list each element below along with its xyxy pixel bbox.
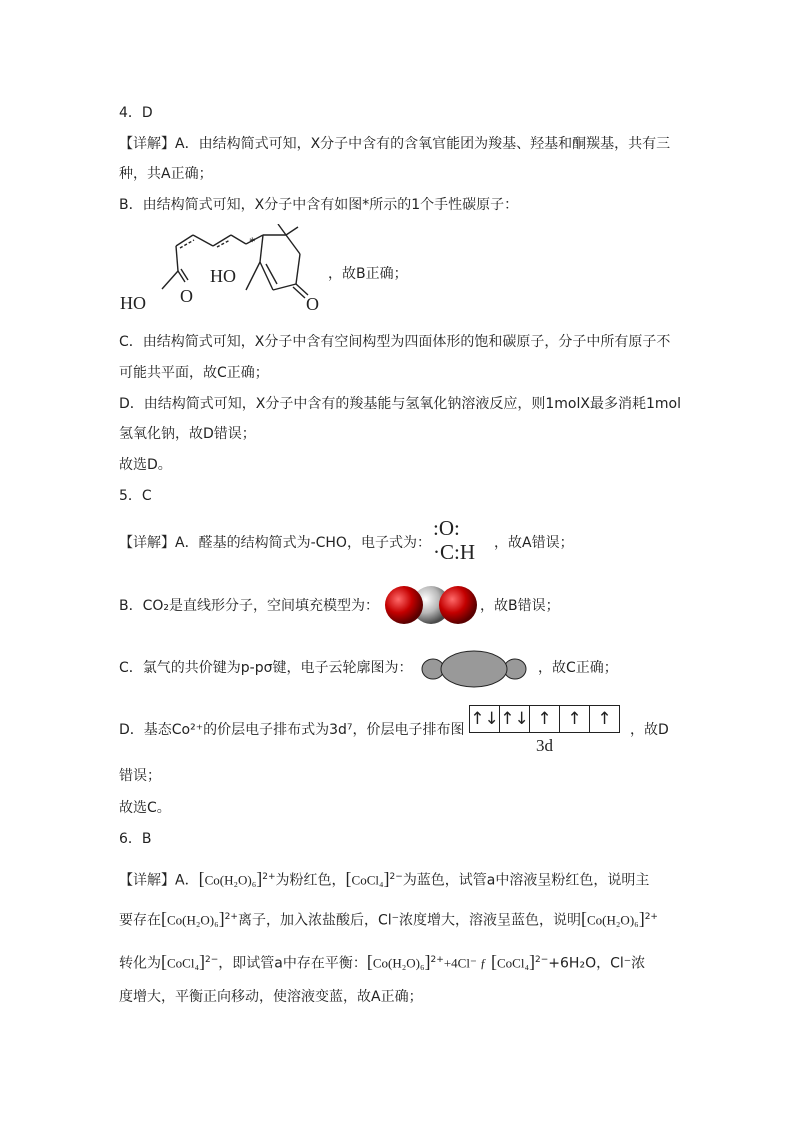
ion-cocl4: CoCl₄: [167, 955, 199, 971]
ion-charge: 2+: [644, 912, 658, 922]
chiral-star: *: [249, 234, 256, 249]
ion-charge: 2+: [262, 872, 276, 882]
q4-conclusion: 故选D。: [119, 457, 172, 473]
q4-a-line1: 【详解】A．由结构简式可知，X分子中含有的含氧官能团为羧基、羟基和酮羰基，共有三: [119, 136, 671, 152]
hydroxyl-label: HO: [210, 266, 236, 286]
ion-cocl4: CoCl₄: [497, 955, 530, 971]
q4-c-line1: C．由结构简式可知，X分子中含有空间构型为四面体形的饱和碳原子，分子中所有原子不: [119, 334, 671, 350]
ion-co-h2o: Co(H₂O)₆: [167, 912, 219, 928]
q4-b-line1: B．由结构简式可知，X分子中含有如图*所示的1个手性碳原子：: [119, 197, 519, 213]
ion-cocl4: CoCl₄: [351, 872, 384, 888]
q5-d-line2: 错误；: [119, 768, 161, 784]
q6-eq-mid: +4Cl⁻ ƒ: [443, 955, 487, 971]
ion-co-h2o: Co(H₂O)₆: [372, 955, 425, 971]
q5-a-text: 【详解】A．醛基的结构简式为-CHO，电子式为：: [119, 535, 431, 551]
q6-l1-mid1: 为粉红色，: [275, 872, 346, 889]
q6-l1-pre: 【详解】A．: [119, 872, 199, 889]
electron-formula-top: :O:: [433, 516, 460, 540]
q6-answer: 6．B: [119, 831, 152, 847]
q4-b-after: ，故B正确；: [328, 266, 408, 282]
orbital-box: ↑: [560, 706, 590, 732]
q5-a-after: ，故A错误；: [494, 535, 574, 551]
q6-line2: 要存在$[Co(H_2O)_6]^{2+}$离子，加入浓盐酸后，Cl⁻浓度增大，溶液呈蓝色，说明$[Co(H_2O)_6]^{2+}$: [119, 908, 658, 929]
ion-charge: 2−: [389, 872, 403, 882]
orbital-box: ↑↓: [470, 706, 500, 732]
ion-co-h2o: Co(H₂O)₆: [204, 872, 257, 888]
electron-formula-cho: [433, 516, 475, 564]
co2-space-filling-model: [384, 580, 478, 630]
ion-co-h2o: Co(H₂O)₆: [587, 912, 639, 928]
q5-d-text: D．基态Co²⁺的价层电子排布式为3d⁷，价层电子排布图: [119, 722, 465, 738]
q6-line3: 转化为[CoCl₄]$^{2-}$，即试管a中存在平衡：$[Co(H_2O)_6]^{2+}+4Cl^-$ ƒ [CoCl₄]$^{2-}$+6H₂O，Cl⁻浓: [119, 951, 646, 972]
q5-answer: 5．C: [119, 488, 152, 504]
q4-d-line2: 氢氧化钠，故D错误；: [119, 426, 256, 442]
q6-l2-pre: 要存在: [119, 912, 161, 929]
q6-eq-end: +6H₂O，Cl⁻浓: [548, 955, 646, 972]
orbital-diagram-3d: [469, 705, 620, 756]
q6-line4: 度增大，平衡正向移动，使溶液变蓝，故A正确；: [119, 989, 423, 1005]
orbital-box: ↑: [530, 706, 560, 732]
ion-charge: 2−: [205, 955, 219, 965]
q4-a-line2: 种，共A正确；: [119, 166, 213, 182]
q6-line1: 【详解】A．$[Co(H_2O)_6]^{2+}$为粉红色，[CoCl₄]$^{2-}$为蓝色，试管a中溶液呈粉红色，说明主: [119, 868, 650, 889]
q4-d-line1: D．由结构简式可知，X分子中含有的羧基能与氢氧化钠溶液反应，则1molX最多消耗1mol: [119, 396, 681, 412]
ion-charge: 2+: [430, 955, 444, 965]
q6-l2-mid: 离子，加入浓盐酸后，Cl⁻浓度增大，溶液呈蓝色，说明: [237, 912, 582, 929]
orbital-label: 3d: [536, 736, 553, 755]
orbital-box: ↑: [597, 709, 612, 729]
q5-b-after: ，故B错误；: [480, 598, 560, 614]
q5-b-text: B．CO₂是直线形分子，空间填充模型为：: [119, 598, 380, 614]
q4-answer: 4．D: [119, 105, 153, 121]
q6-l1-mid2: 为蓝色，试管a中溶液呈粉红色，说明主: [402, 872, 650, 889]
q5-c-after: ，故C正确；: [538, 660, 618, 676]
q5-d-after: ，故D: [630, 722, 669, 738]
q6-l3-pre: 转化为: [119, 955, 161, 972]
ion-charge: 2−: [535, 955, 549, 965]
molecule-structure-x: [118, 224, 328, 316]
electron-formula-bottom: ·C:H: [433, 540, 475, 564]
sigma-bond-electron-cloud: [421, 650, 527, 688]
q6-l3-mid: ，即试管a中存在平衡：: [218, 955, 367, 972]
ion-charge: 2+: [224, 912, 238, 922]
acid-ho-label: HO: [120, 293, 146, 313]
q5-c-text: C．氯气的共价键为p-pσ键，电子云轮廓图为：: [119, 660, 413, 676]
orbital-box: ↑↓: [500, 706, 530, 732]
acid-o-label: O: [180, 286, 193, 306]
q5-conclusion: 故选C。: [119, 800, 171, 816]
ketone-o-label: O: [306, 294, 319, 314]
q4-c-line2: 可能共平面，故C正确；: [119, 365, 269, 381]
